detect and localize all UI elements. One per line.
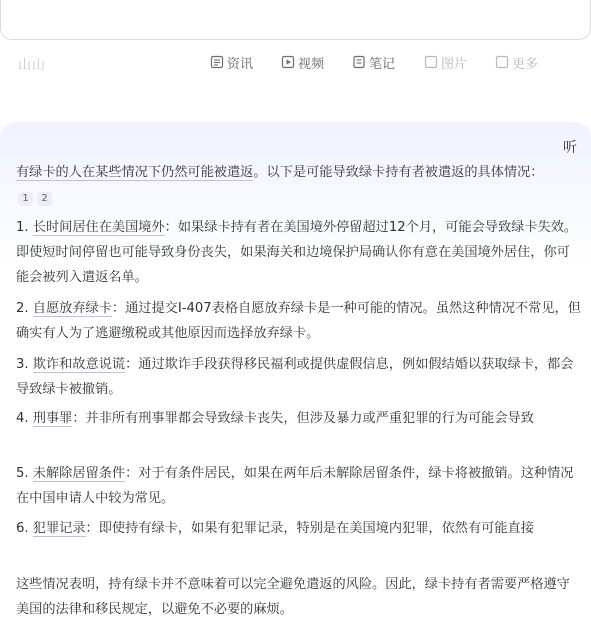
reference-row bbox=[18, 188, 583, 208]
tab-faded-left[interactable]: 山山 bbox=[18, 58, 47, 73]
tab-bar bbox=[0, 52, 591, 74]
notes-icon bbox=[352, 55, 366, 69]
tab-video-label: 视频 bbox=[298, 56, 325, 72]
tab-notes[interactable] bbox=[352, 52, 395, 72]
list-item-number: 6. bbox=[16, 521, 29, 536]
image-icon bbox=[424, 55, 438, 69]
list-item bbox=[16, 516, 581, 541]
list-item-number: 1. bbox=[16, 220, 29, 235]
listen-button[interactable]: 听 bbox=[563, 140, 577, 156]
list-item-title[interactable]: 未解除居留条件 bbox=[32, 466, 126, 481]
list-item-number: 3. bbox=[16, 357, 29, 372]
news-icon bbox=[210, 55, 224, 69]
list-item-number: 4. bbox=[16, 411, 29, 426]
list-item-text: ：通过欺诈手段获得移民福利或提供虚假信息，例如假结婚以获取绿卡，都会导致绿卡被撤销。 bbox=[16, 357, 574, 397]
reference-badge[interactable]: 1 bbox=[18, 192, 33, 206]
intro-rest: 。以下是可能导致绿卡持有者被遣返的具体情况： bbox=[253, 165, 544, 180]
list-item-title[interactable]: 刑事罪 bbox=[32, 411, 73, 426]
tab-images-label: 图片 bbox=[441, 56, 468, 72]
list-item-text: ：通过提交I-407表格自愿放弃绿卡是一种可能的情况。虽然这种情况不常见，但确实有人为了逃避缴税或其他原因而选择放弃绿卡。 bbox=[16, 301, 581, 341]
list-item-title[interactable]: 犯罪记录 bbox=[32, 521, 86, 536]
answer-intro bbox=[16, 160, 581, 185]
search-bar[interactable] bbox=[0, 0, 591, 40]
tab-more-label: 更多 bbox=[512, 56, 539, 72]
tab-images[interactable] bbox=[424, 52, 467, 72]
tab-news[interactable] bbox=[210, 52, 253, 72]
list-item-title[interactable]: 自愿放弃绿卡 bbox=[32, 301, 112, 316]
list-item-title[interactable]: 长时间居住在美国境外 bbox=[32, 220, 165, 235]
list-item-number: 2. bbox=[16, 301, 29, 316]
list-item bbox=[16, 296, 581, 346]
list-item bbox=[16, 215, 581, 290]
tab-video[interactable] bbox=[281, 52, 324, 72]
reference-badge[interactable]: 2 bbox=[37, 192, 52, 206]
list-item-text: ：并非所有刑事罪都会导致绿卡丧失，但涉及暴力或严重犯罪的行为可能会导致 bbox=[72, 411, 534, 426]
list-item bbox=[16, 352, 581, 402]
list-item-number: 5. bbox=[16, 466, 29, 481]
list-item-text: ：对于有条件居民，如果在两年后未解除居留条件，绿卡将被撤销。这种情况在中国申请人中较为常见。 bbox=[16, 466, 574, 506]
list-item-text: ：如果绿卡持有者在美国境外停留超过12个月，可能会导致绿卡失效。即使短时间停留也可能导致身份丧失，如果海关和边境保护局确认你有意在美国境外居住，你可能会被列入遣返名单。 bbox=[16, 220, 578, 285]
tab-news-label: 资讯 bbox=[227, 56, 254, 72]
list-item-text: ：即使持有绿卡，如果有犯罪记录，特别是在美国境内犯罪，依然有可能直接 bbox=[85, 521, 534, 536]
video-icon bbox=[281, 55, 295, 69]
intro-highlight[interactable]: 有绿卡的人在某些情况下仍然可能被遣返 bbox=[16, 165, 254, 180]
list-item-title[interactable]: 欺诈和故意说谎 bbox=[32, 357, 126, 372]
list-item bbox=[16, 406, 581, 431]
answer-conclusion: 这些情况表明，持有绿卡并不意味着可以完全避免遣返的风险。因此，绿卡持有者需要严格遵守美国的法律和移民规定，以避免不必要的麻烦。 bbox=[16, 577, 570, 617]
list-item bbox=[16, 461, 581, 511]
tab-more[interactable] bbox=[495, 52, 538, 72]
more-icon bbox=[495, 55, 509, 69]
tab-notes-label: 笔记 bbox=[369, 56, 396, 72]
